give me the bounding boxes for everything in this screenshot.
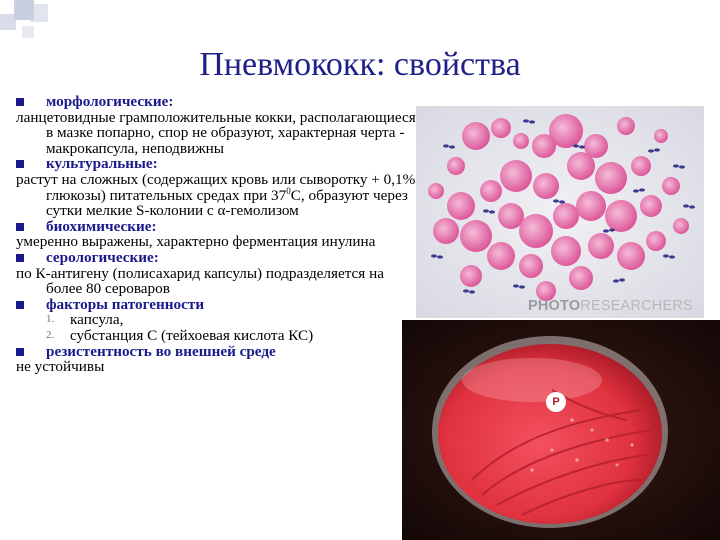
slide-title: Пневмококк: свойства (199, 46, 521, 83)
watermark-bold: PHOTO (528, 298, 581, 314)
item-number: 2. (46, 328, 55, 341)
bullet-square-icon (16, 160, 24, 168)
section-text-part: С, образуют через сутки мелкие S-колонии с α-гемолизом (46, 186, 408, 220)
item-number: 1. (46, 313, 55, 326)
section-label: биохимические: (46, 217, 157, 235)
item-text: субстанция С (тейхоевая кислота КС) (70, 326, 314, 344)
numbered-item (16, 328, 416, 344)
corner-decoration (0, 14, 16, 30)
properties-list (16, 94, 416, 375)
section-heading (16, 297, 416, 313)
section-text: ланцетовидные грамположительные кокки, располагающиеся в мазке попарно, спор не образуют, характерная черта - макрокапсула, неподвижны (16, 108, 416, 157)
bullet-square-icon (16, 223, 24, 231)
numbered-item (16, 312, 416, 328)
corner-decoration (30, 4, 48, 22)
agar-plate-image (402, 320, 720, 540)
photo-watermark (528, 298, 693, 314)
section-heading (16, 344, 416, 360)
section-label: резистентность во внешней среде (46, 342, 276, 360)
section-label: морфологические: (46, 93, 174, 110)
section-heading (16, 219, 416, 235)
item-text: капсула, (70, 311, 124, 329)
section-heading (16, 156, 416, 172)
micrograph-drawing (416, 106, 704, 318)
watermark-rest: RESEARCHERS (580, 298, 693, 314)
section-label: факторы патогенности (46, 295, 205, 313)
bullet-square-icon (16, 348, 24, 356)
section-label: серологические: (46, 248, 159, 266)
section-text: не устойчивы (16, 358, 105, 376)
section-heading (16, 94, 416, 110)
section-label: культуральные: (46, 155, 158, 173)
agar-plate-drawing (402, 320, 720, 540)
section-text: по К-антигену (полисахарид капсулы) подразделяется на более 80 сероваров (16, 264, 384, 298)
degree-superscript: 0 (286, 185, 291, 196)
section-heading (16, 250, 416, 266)
section-text: умеренно выражены, характерно ферментация инулина (16, 233, 376, 251)
bullet-square-icon (16, 98, 24, 106)
plate-label: P (546, 392, 566, 412)
section-text (16, 172, 416, 219)
bullet-square-icon (16, 301, 24, 309)
micrograph-image (416, 106, 704, 318)
bullet-square-icon (16, 254, 24, 262)
section-text-part: растут на сложных (содержащих кровь или сыворотку + 0,1% глюкозы) питательных средах при 37 (16, 170, 416, 204)
corner-decoration (22, 26, 34, 38)
